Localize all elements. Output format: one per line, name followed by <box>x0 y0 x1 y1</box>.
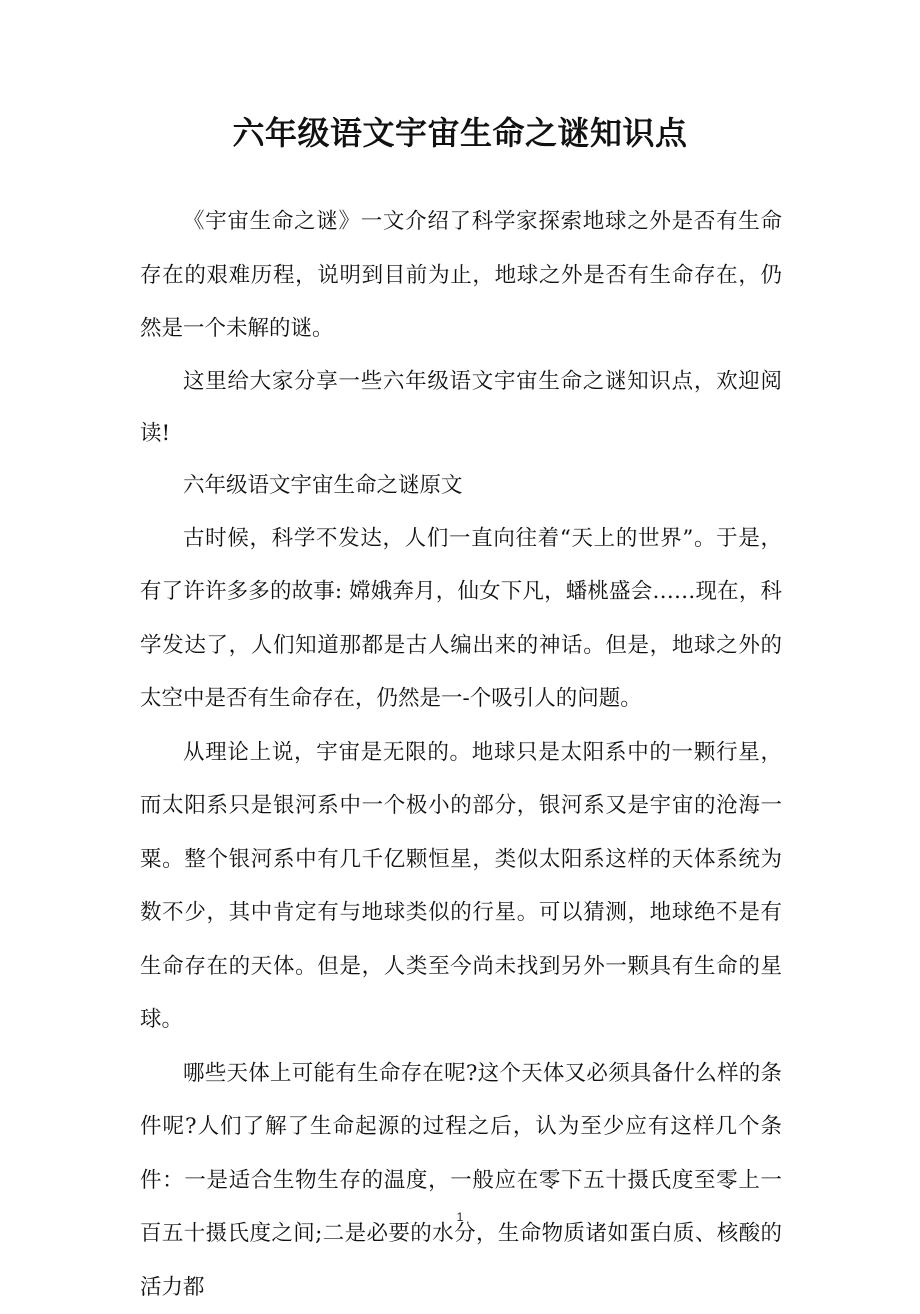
document-body <box>140 195 782 1314</box>
paragraph-conditions: 哪些天体上可能有生命存在呢?这个天体又必须具备什么样的条件呢?人们了解了生命起源的过程之后，认为至少应有这样几个条件：一是适合生物生存的温度，一般应在零下五十摄氏度至零上一百五十摄氏度之间;二是必要的水分，生命物质诸如蛋白质、核酸的活力都 <box>140 1047 782 1314</box>
section-heading: 六年级语文宇宙生命之谜原文 <box>140 460 782 512</box>
paragraph-intro: 《宇宙生命之谜》一文介绍了科学家探索地球之外是否有生命存在的艰难历程，说明到目前为止，地球之外是否有生命存在，仍然是一个未解的谜。 <box>140 195 782 356</box>
paragraph-share: 这里给大家分享一些六年级语文宇宙生命之谜知识点，欢迎阅读! <box>140 356 782 460</box>
document-title: 六年级语文宇宙生命之谜知识点 <box>140 108 780 158</box>
paragraph-theory: 从理论上说，宇宙是无限的。地球只是太阳系中的一颗行星，而太阳系只是银河系中一个极小的部分，银河系又是宇宙的沧海一粟。整个银河系中有几千亿颗恒星，类似太阳系这样的天体系统为数不少，其中肯定有与地球类似的行星。可以猜测，地球绝不是有生命存在的天体。但是，人类至今尚未找到另外一颗具有生命的星球。 <box>140 726 782 1047</box>
page-number: 1 <box>0 1210 920 1224</box>
paragraph-ancient: 古时候，科学不发达，人们一直向往着“天上的世界”。于是，有了许许多多的故事: 嫦娥奔月，仙女下凡，蟠桃盛会……现在，科学发达了，人们知道那都是古人编出来的神话。但是，地球之外的太空中是否有生命存在，仍然是一-个吸引人的问题。 <box>140 512 782 726</box>
